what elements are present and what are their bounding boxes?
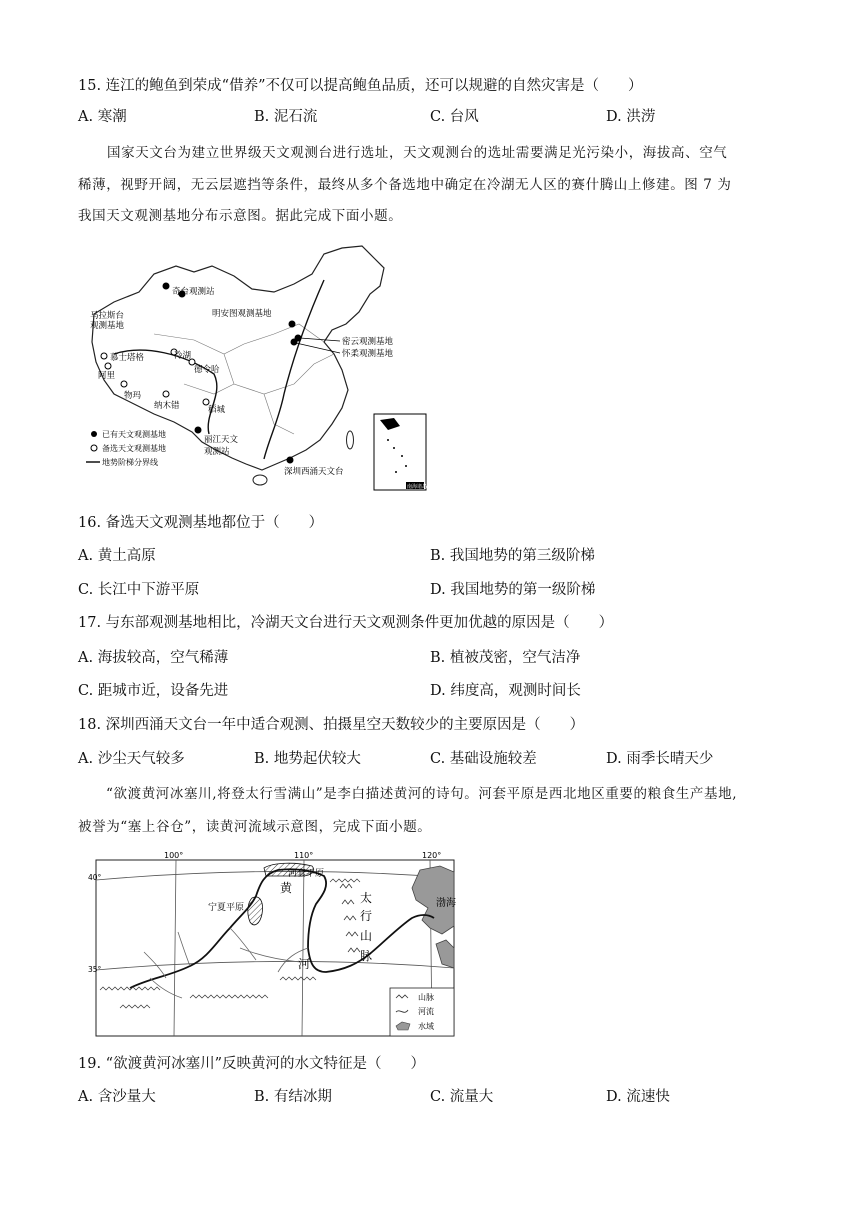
inset-label: 南海诸岛 [407, 484, 428, 490]
legend-candidate: 备选天文观测基地 [102, 444, 166, 453]
q16-option-d[interactable]: D. 我国地势的第一级阶梯 [430, 582, 596, 598]
label-lijiang-2: 观测站 [204, 447, 230, 457]
label-namucuo: 纳木错 [154, 401, 180, 411]
lat-35: 35° [88, 965, 102, 974]
q18-option-b[interactable]: B. 地势起伏较大 [254, 751, 361, 767]
passage1-line-1: 国家天文台为建立世界级天文观测台进行选址，天文观测台的选址需要满足光污染小，海拔高、空气 [107, 145, 728, 161]
q16-stem: 16. 备选天文观测基地都位于（ ） [78, 515, 324, 531]
q19-option-c[interactable]: C. 流量大 [430, 1089, 494, 1105]
lijiang-marker [195, 427, 202, 434]
legend-river: 河流 [418, 1007, 434, 1016]
q18-stem: 18. 深圳西涌天文台一年中适合观测、拍摄星空天数较少的主要原因是（ ） [78, 717, 585, 733]
huairou-marker [291, 339, 298, 346]
q17-stem: 17. 与东部观测基地相比，冷湖天文台进行天文观测条件更加优越的原因是（ ） [78, 615, 614, 631]
q16-option-a[interactable]: A. 黄土高原 [78, 548, 156, 564]
label-shiquanhe: 慕士塔格 [110, 353, 145, 363]
q16-option-b[interactable]: B. 我国地势的第三级阶梯 [430, 548, 595, 564]
passage2-line-2: 被誉为“塞上谷仓”，读黄河流域示意图，完成下面小题。 [78, 819, 432, 835]
label-lenghu: 冷湖 [174, 351, 192, 361]
q18-option-a[interactable]: A. 沙尘天气较多 [78, 751, 185, 767]
passage1-line-3: 我国天文观测基地分布示意图。据此完成下面小题。 [78, 208, 403, 224]
yellow-river-map-figure [90, 848, 460, 1038]
lon-110: 110° [294, 851, 314, 860]
ali-marker [105, 363, 111, 369]
label-huairou: 怀柔观测基地 [342, 349, 394, 359]
label-ali: 阿里 [98, 371, 116, 381]
legend-mountain: 山脉 [418, 993, 434, 1002]
shiquanhe-marker [101, 353, 107, 359]
q18-option-c[interactable]: C. 基础设施较差 [430, 751, 537, 767]
namucuo-marker [163, 391, 169, 397]
label-hang: 行 [360, 909, 373, 923]
passage1-line-2: 稀薄，视野开阔，无云层遮挡等条件，最终从多个备选地中确定在冷湖无人区的赛什腾山上修建。图 7 为 [78, 177, 732, 193]
label-huang: 黄 [280, 881, 293, 895]
q15-option-b[interactable]: B. 泥石流 [254, 109, 318, 125]
label-daocheng: 稻城 [208, 405, 226, 415]
q15-stem: 15. 连江的鲍鱼到荣成“借养”不仅可以提高鲍鱼品质，还可以规避的自然灾害是（ ） [78, 78, 643, 94]
wuma-marker [121, 381, 127, 387]
legend-existing-icon [91, 431, 97, 437]
label-bohai: 渤海 [436, 898, 456, 909]
legend-existing: 已有天文观测基地 [102, 430, 166, 439]
label-lijiang-1: 丽江天文 [204, 435, 239, 445]
label-wuma: 物玛 [124, 391, 142, 401]
label-hetao: 河套平原 [288, 869, 325, 879]
q19-option-a[interactable]: A. 含沙量大 [78, 1089, 156, 1105]
lat-40: 40° [88, 873, 102, 882]
mingantu-marker [289, 321, 296, 328]
label-qitai: 奇台观测站 [172, 287, 215, 297]
label-malasi-2: 观测基地 [90, 321, 125, 331]
q19-option-b[interactable]: B. 有结冰期 [254, 1089, 332, 1105]
label-he: 河 [298, 957, 311, 971]
q17-option-a[interactable]: A. 海拔较高，空气稀薄 [78, 650, 229, 666]
step-boundary-line-2 [264, 280, 324, 459]
q19-option-d[interactable]: D. 流速快 [606, 1089, 670, 1105]
observatory-map-svg [84, 244, 444, 496]
label-ningxia: 宁夏平原 [208, 903, 245, 913]
qitai-station-marker [163, 283, 170, 290]
q15-option-c[interactable]: C. 台风 [430, 109, 479, 125]
lon-100: 100° [164, 851, 184, 860]
label-mai: 脉 [360, 949, 373, 963]
legend-boundary: 地势阶梯分界线 [102, 458, 158, 467]
q19-stem: 19. “欲渡黄河冰塞川”反映黄河的水文特征是（ ） [78, 1056, 425, 1072]
label-shenzhen: 深圳西涌天文台 [284, 467, 344, 477]
q15-option-a[interactable]: A. 寒潮 [78, 109, 127, 125]
label-malasi: 马拉斯台 [90, 311, 125, 321]
q16-option-c[interactable]: C. 长江中下游平原 [78, 582, 200, 598]
label-mingantu: 明安图观测基地 [212, 309, 272, 319]
passage2-line-1: “欲渡黄河冰塞川,将登太行雪满山”是李白描述黄河的诗句。河套平原是西北地区重要的粮食生产基地, [106, 786, 738, 802]
yellow-river-map-svg [90, 848, 460, 1038]
legend-water: 水域 [418, 1022, 434, 1031]
label-miyun: 密云观测基地 [342, 337, 394, 347]
q18-option-d[interactable]: D. 雨季长晴天少 [606, 751, 714, 767]
q17-option-c[interactable]: C. 距城市近，设备先进 [78, 683, 229, 699]
label-delingha: 德令哈 [194, 365, 220, 375]
observatory-map-figure [84, 244, 444, 496]
q17-option-b[interactable]: B. 植被茂密，空气洁净 [430, 650, 581, 666]
legend-candidate-icon [91, 445, 97, 451]
q17-option-d[interactable]: D. 纬度高，观测时间长 [430, 683, 581, 699]
south-china-sea-inset [374, 414, 426, 490]
label-shan: 山 [360, 929, 373, 943]
shenzhen-marker [287, 457, 294, 464]
label-tai: 太 [360, 891, 373, 905]
lon-120: 120° [422, 851, 442, 860]
q15-option-d[interactable]: D. 洪涝 [606, 109, 656, 125]
